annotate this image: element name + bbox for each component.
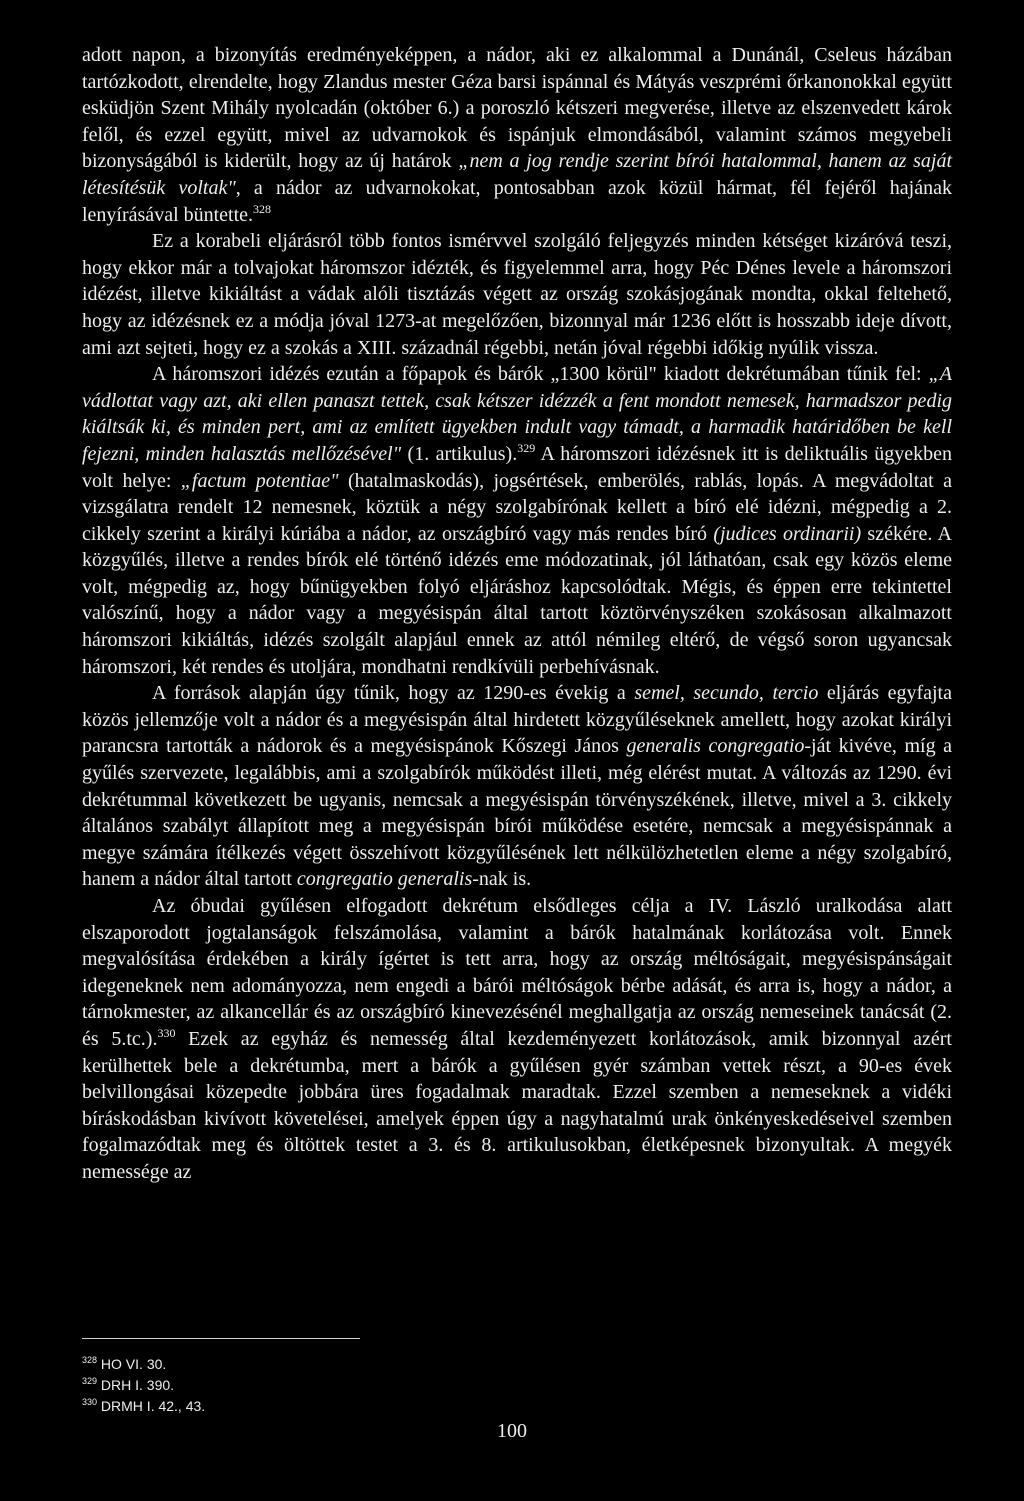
text-run: A források alapján úgy tűnik, hogy az 1290-es évekig a [152, 682, 635, 705]
footnote-text: HO VI. 30. [100, 1356, 167, 1372]
italic-quote: „A vádlottat vagy azt, aki ellen panaszt tettek, csak kétszer idézzék a fent mondott nemesek, harmadszor pedig kiáltsák ki, és minden pert, ami az említett ügyekben indult vagy támadt, a harmadik határidőben be kell fejezni, minden halasztás mellőzésével" [82, 363, 952, 465]
footnote-number: 330 [82, 1397, 98, 1407]
text-run: székére. A közgyűlés, illetve a rendes bírók elé történő idézés eme módozatinak, jól láthatóan, csak egy közös eleme volt, mégpedig az, hogy bűnügyekben folyó eljáráshoz kapcsolódtak. Mégis, és éppen erre tekintettel valószínű, hogy a nádor vagy a megyésispán által tartott köztörvényszéken szokásosan alkalmazott háromszori kikiáltás, idézés szolgált alapjául ennek az attól némileg eltérő, de végső soron ugyancsak háromszori, két rendes és utoljára, mondhatni rendkívüli perbehívásnak. [82, 522, 952, 678]
text-run: Az óbudai gyűlésen elfogadott dekrétum elsődleges célja a IV. László uralkodása alatt elszaporodott jogtalanságok felszámolása, valamint a bárók hatalmának korlátozása volt. Ennek megvalósítása érdekében a király ígértet is tett arra, hogy az ország méltóságait, megyésispánságait idegeneknek nem adományozza, nem engedi a bárói méltóságok bérbe adását, és arra is, hogy a nádor, a tárnokmester, az alkancellár és az országbíró kinevezésénél meghallgatja az ország nemeseinek tanácsát (2. és 5.tc.). [82, 895, 952, 1050]
footnote-number: 329 [82, 1376, 98, 1386]
footnotes [82, 1354, 582, 1417]
paragraph-1 [82, 42, 952, 228]
italic-term: congregatio generalis [296, 868, 473, 891]
text-run: , a nádor az udvarnokokat, pontosabban azok közül hármat, fél fejéről hajának lenyírásával büntette. [82, 176, 952, 226]
footnote-ref-330[interactable]: 330 [157, 1025, 176, 1040]
text-run: Ezek az egyház és nemesség által kezdeményezett korlátozások, amik bizonnyal azért kerülhettek bele a dekrétumba, mert a bárók a gyűlésen gyér számban vettek részt, a 90-es évek belvillongásai közepedte jobbára üres fogadalmak maradtak. Ezzel szemben a nemeseknek a vidéki bíráskodásban kivívott követelései, amelyek éppen úgy a nagyhatalmú urak önkényeskedéseivel szemben fogalmazódtak meg és öltöttek testet a 3. és 8. artikulusokban, életképesnek bizonyultak. A megyék nemessége az [82, 1027, 952, 1183]
italic-quote: „nem a jog rendje szerint bírói hatalommal, hanem az saját létesítésük voltak" [82, 150, 952, 199]
footnote-ref-329[interactable]: 329 [517, 440, 536, 455]
text-run: A háromszori idézés ezután a főpapok és bárók „1300 körül" kiadott dekrétumában tűnik fel: [152, 363, 929, 386]
italic-term: „factum potentiae" [180, 469, 339, 492]
footnote-ref-328[interactable]: 328 [253, 201, 272, 216]
page-body [82, 42, 952, 1186]
text-run: A háromszori idézésnek itt is deliktuális ügyekben volt helye: [82, 442, 953, 492]
page-number: 100 [497, 1420, 527, 1442]
text-run: (hatalmaskodás), jogsértések, emberölés, rablás, lopás. A megvádoltat a vizsgálatra rendelt 12 nemesnek, köztük a négy szolgabírónak kellett a bíró elé idézni, mégpedig a 2. cikkely szerint a királyi kúriába a nádor, az országbíró vagy más rendes bíró [82, 469, 952, 545]
footnote-text: DRMH I. 42., 43. [100, 1398, 206, 1414]
footnote-divider [82, 1338, 360, 1339]
text-run: adott napon, a bizonyítás eredményeképpen, a nádor, aki ez alkalommal a Dunánál, Cseleus házában tartózkodott, elrendelte, hogy Zlandus mester Géza barsi ispánnal és Mátyás veszprémi őrkanonokkal együtt esküdjön Szent Mihály nyolcadán (október 6.) a poroszló kétszeri megverése, illetve az elszenvedett károk felől, és ezzel együtt, mivel az udvarnokok és ispánjuk elmondásából, valamint számos megyebeli bizonyságából is kiderült, hogy az új határok [82, 44, 952, 173]
footnote-330 [82, 1396, 582, 1417]
italic-term: semel, secundo, tercio [634, 682, 819, 705]
footnote-text: DRH I. 390. [100, 1377, 175, 1393]
paragraph-3 [82, 361, 952, 680]
text-run: -nak is. [472, 868, 532, 891]
paragraph-2: Ez a korabeli eljárásról több fontos ismérvvel szolgáló feljegyzés minden kétséget kizáróvá teszi, hogy ekkor már a tolvajokat háromszor idézték, és figyelemmel arra, hogy Péc Dénes levele a háromszori idézést, illetve kikiáltást a vádak alóli tisztázás végett az ország szokásjogának mondta, okkal feltehető, hogy az idézésnek ez a módja jóval 1273-at megelőzően, bizonnyal már 1236 előtt is hosszabb ideje dívott, ami azt sejteti, hogy ez a szokás a XIII. századnál régebbi, netán jóval régebbi időkig nyúlik vissza. [82, 230, 952, 359]
text-run: -ját kivéve, míg a gyűlés szervezete, legalábbis, ami a szolgabírók működést illeti, még elérést mutat. A változás az 1290. évi dekrétummal következett be ugyanis, nemcsak a megyésispán törvényszékének, illetve, mivel a 3. cikkely általános szabályt állapított meg a megyésispán bírói működése esetére, nemcsak a megyésispánnak a megye számára ítélkezés végett összehívott közgyűlésének lett nélkülözhetetlen eleme a négy szolgabíró, hanem a nádor által tartott [82, 735, 953, 891]
text-run: eljárás egyfajta közös jellemzője volt a nádor és a megyésispán által hirdetett közgyűléseknek amellett, hogy azokat királyi parancsra tartották a nádorok és a megyésispánok Kőszegi János [82, 682, 952, 758]
text-run: (1. artikulus). [401, 442, 518, 465]
italic-term: (judices ordinarii) [713, 522, 862, 545]
paragraph-4 [82, 680, 952, 893]
italic-term: generalis congregatio [626, 735, 805, 758]
footnote-329 [82, 1375, 582, 1396]
paragraph-5 [82, 893, 952, 1186]
footnote-number: 328 [82, 1355, 98, 1365]
footnote-328 [82, 1354, 582, 1375]
